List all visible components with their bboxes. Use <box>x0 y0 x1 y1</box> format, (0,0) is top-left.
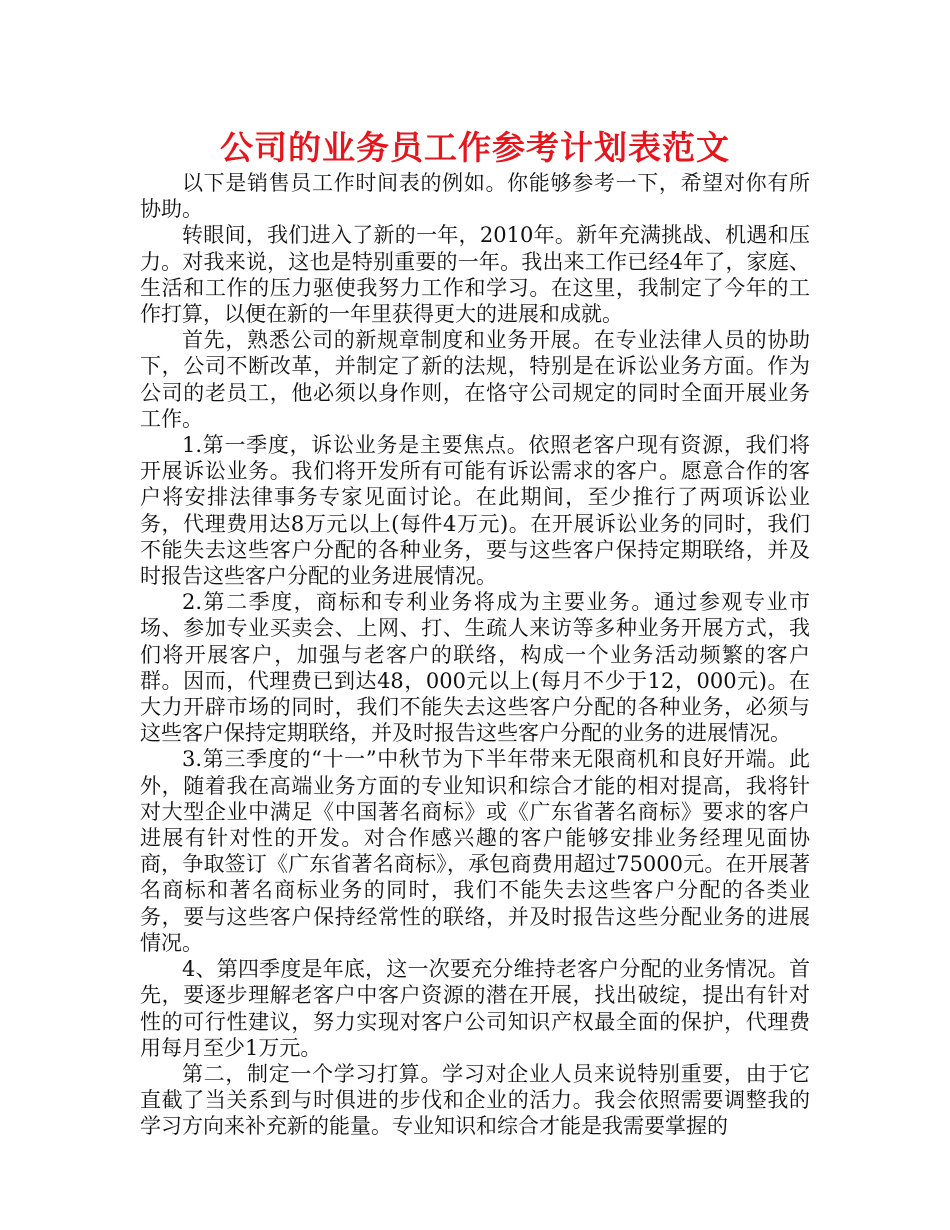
paragraph: 1.第一季度，诉讼业务是主要焦点。依照老客户现有资源，我们将开展诉讼业务。我们将开发所有可能有诉讼需求的客户。愿意合作的客户将安排法律事务专家见面讨论。在此期间，至少推行了两项诉讼业务，代理费用达8万元以上(每件4万元)。在开展诉讼业务的同时，我们不能失去这些客户分配的各种业务，要与这些客户保持定期联络，并及时报告这些客户分配的业务进展情况。 <box>140 433 810 589</box>
document-page <box>140 126 810 1140</box>
paragraph: 以下是销售员工作时间表的例如。你能够参考一下，希望对你有所协助。 <box>140 171 810 222</box>
paragraph: 4、第四季度是年底，这一次要充分维持老客户分配的业务情况。首先，要逐步理解老客户中客户资源的潜在开展，找出破绽，提出有针对性的可行性建议，努力实现对客户公司知识产权最全面的保护，代理费用每月至少1万元。 <box>140 957 810 1060</box>
paragraph: 转眼间，我们进入了新的一年，2010年。新年充满挑战、机遇和压力。对我来说，这也是特别重要的一年。我出来工作已经4年了，家庭、生活和工作的压力驱使我努力工作和学习。在这里，我制定了今年的工作打算，以便在新的一年里获得更大的进展和成就。 <box>140 223 810 327</box>
document-body <box>140 170 810 1140</box>
paragraph: 首先，熟悉公司的新规章制度和业务开展。在专业法律人员的协助下，公司不断改革，并制定了新的法规，特别是在诉讼业务方面。作为公司的老员工，他必须以身作则，在恪守公司规定的同时全面开展业务工作。 <box>140 328 810 431</box>
paragraph: 第二，制定一个学习打算。学习对企业人员来说特别重要，由于它直截了当关系到与时俱进的步伐和企业的活力。我会依照需要调整我的学习方向来补充新的能量。专业知识和综合才能是我需要掌握的 <box>140 1061 810 1139</box>
paragraph: 3.第三季度的“十一”中秋节为下半年带来无限商机和良好开端。此外，随着我在高端业务方面的专业知识和综合才能的相对提高，我将针对大型企业中满足《中国著名商标》或《广东省著名商标》要求的客户进展有针对性的开发。对合作感兴趣的客户能够安排业务经理见面协商，争取签订《广东省著名商标》，承包商费用超过75000元。在开展著名商标和著名商标业务的同时，我们不能失去这些客户分配的各类业务，要与这些客户保持经常性的联络，并及时报告这些分配业务的进展情况。 <box>140 747 810 955</box>
document-title: 公司的业务员工作参考计划表范文 <box>220 128 730 167</box>
paragraph: 2.第二季度，商标和专利业务将成为主要业务。通过参观专业市场、参加专业买卖会、上网、打、生疏人来访等多种业务开展方式，我们将开展客户，加强与老客户的联络，构成一个业务活动频繁的客户群。因而，代理费已到达48，000元以上(每月不少于12，000元)。在大力开辟市场的同时，我们不能失去这些客户分配的各种业务，必须与这些客户保持定期联络，并及时报告这些客户分配的业务的进展情况。 <box>140 590 810 746</box>
